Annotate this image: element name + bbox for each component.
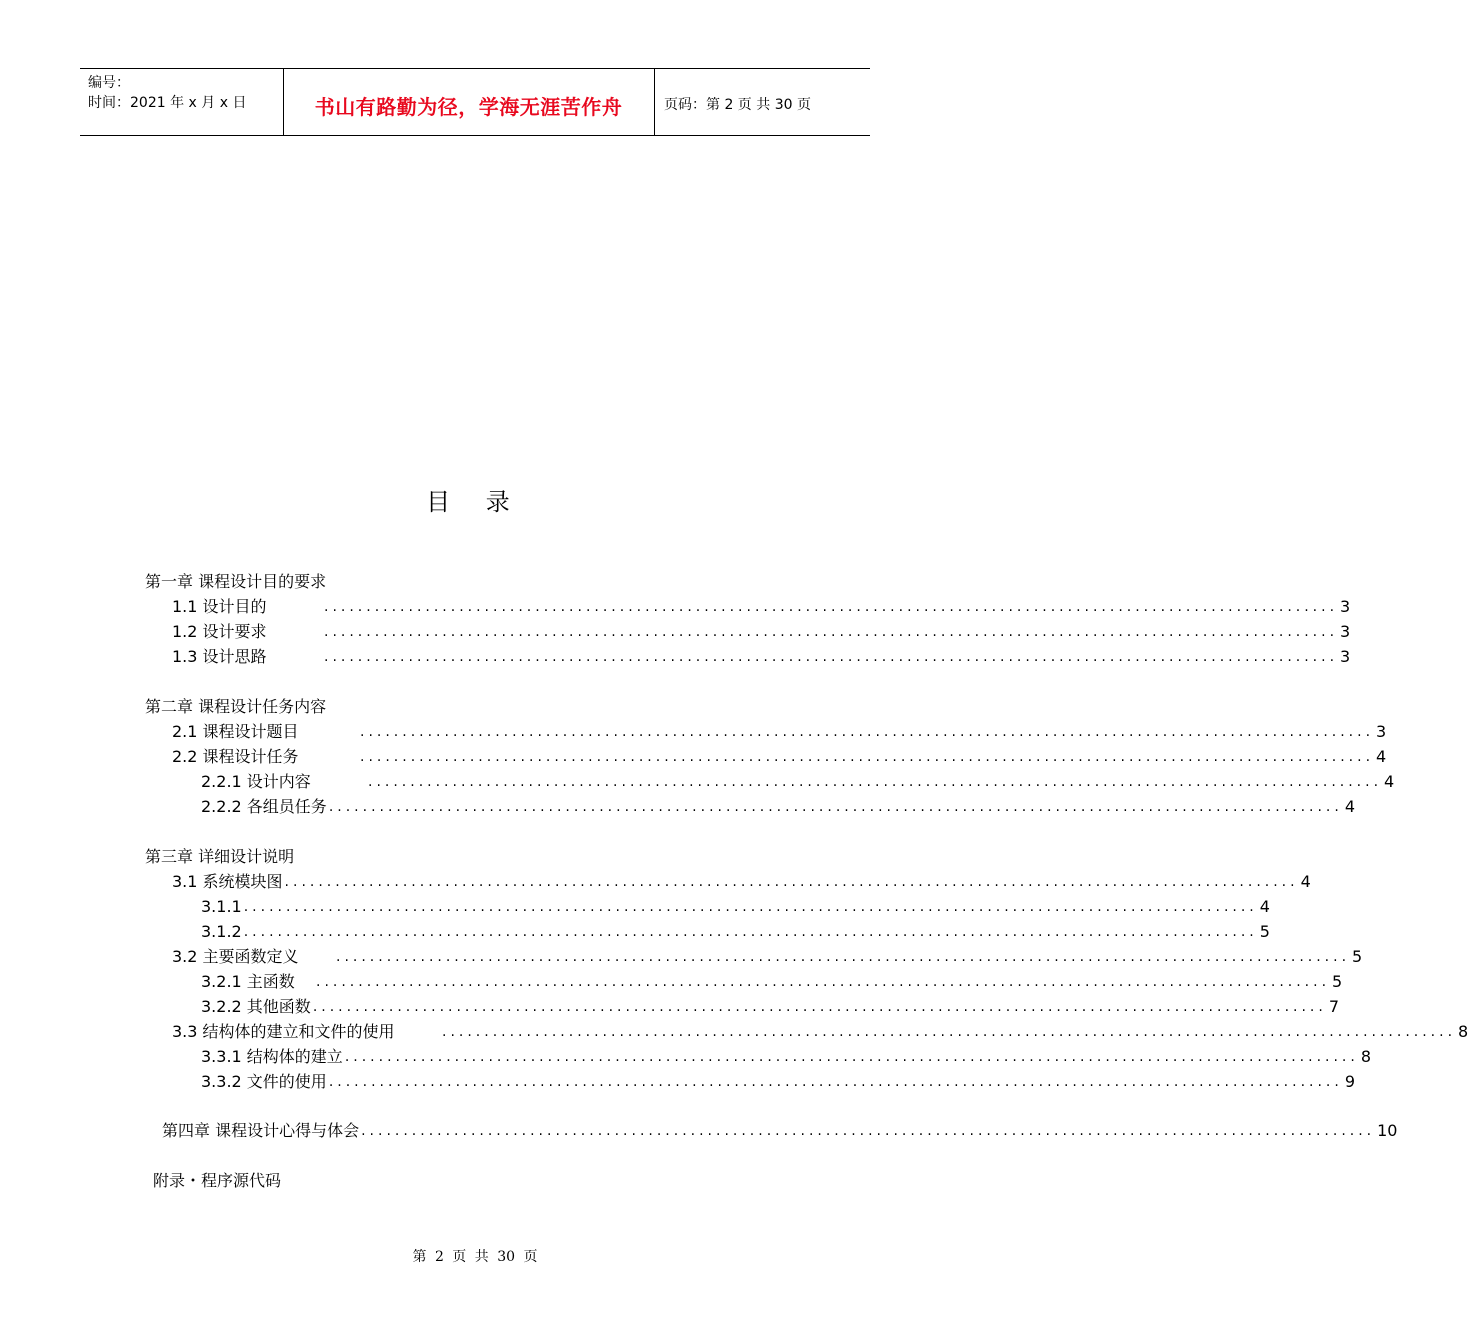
- toc-entry[interactable]: [153, 1170, 281, 1192]
- toc-entry-label: 2.2.2 各组员任务: [201, 797, 327, 816]
- toc-entry[interactable]: [201, 996, 1340, 1018]
- header-page-number: 页码：第 2 页 共 30 页: [664, 97, 811, 113]
- toc-entry[interactable]: [201, 1046, 1372, 1068]
- toc-entry-label: 3.1 系统模块图: [172, 872, 283, 891]
- toc-entry[interactable]: [172, 1021, 1468, 1043]
- page-footer: 第 2 页 共 30 页: [412, 1249, 538, 1265]
- toc-leader: ........................................................................................................................: [324, 599, 1339, 615]
- toc-entry-label: 第三章 详细设计说明: [145, 847, 295, 866]
- toc-leader: ........................................................................................................................: [328, 799, 1343, 815]
- toc-leader: ........................................................................................................................: [336, 949, 1351, 965]
- toc-entry[interactable]: [172, 646, 1351, 668]
- toc-entry-page: 8: [1458, 1022, 1468, 1041]
- toc-entry-page: 5: [1352, 947, 1363, 966]
- toc-leader: ........................................................................................................................: [361, 1123, 1376, 1139]
- toc-entry[interactable]: [201, 796, 1356, 818]
- toc-entry-page: 10: [1377, 1121, 1398, 1140]
- header-divider: [654, 69, 655, 135]
- toc-leader: ........................................................................................................................: [344, 1049, 1359, 1065]
- toc-entry-label: 1.2 设计要求: [172, 622, 267, 641]
- toc-leader: ........................................................................................................................: [243, 924, 1258, 940]
- toc-entry[interactable]: [172, 596, 1351, 618]
- toc-entry-page: 3: [1340, 647, 1351, 666]
- toc-entry-page: 4: [1344, 797, 1356, 816]
- toc-entry[interactable]: [172, 746, 1387, 768]
- toc-entry[interactable]: [172, 946, 1363, 968]
- toc-entry[interactable]: [201, 1071, 1356, 1093]
- toc-leader: ........................................................................................................................: [360, 724, 1375, 740]
- toc-entry-label: 第四章 课程设计心得与体会: [162, 1121, 360, 1140]
- toc-entry-page: 3: [1340, 597, 1351, 616]
- toc-entry[interactable]: [172, 621, 1351, 643]
- toc-entry-page: 5: [1259, 922, 1270, 941]
- toc-leader: ........................................................................................................................: [360, 749, 1375, 765]
- toc-leader: ........................................................................................................................: [284, 874, 1299, 890]
- toc-entry-label: 3.2.1 主函数: [201, 972, 295, 991]
- toc-entry-label: 2.2 课程设计任务: [172, 747, 299, 766]
- toc-entry-label: 附录・程序源代码: [153, 1171, 282, 1190]
- toc-entry-label: 2.2.1 设计内容: [201, 772, 311, 791]
- toc-entry[interactable]: [145, 846, 294, 868]
- toc-entry-label: 3.3 结构体的建立和文件的使用: [172, 1022, 395, 1041]
- toc-entry-page: 8: [1360, 1047, 1372, 1066]
- toc-entry-label: 3.1.1: [201, 897, 242, 916]
- toc-entry-page: 3: [1376, 722, 1387, 741]
- toc-entry-page: 4: [1300, 872, 1311, 891]
- header-motto: 书山有路勤为径，学海无涯苦作舟: [314, 95, 623, 119]
- header-number: 编号：: [88, 75, 130, 91]
- toc-entry[interactable]: [172, 721, 1387, 743]
- toc-leader: ........................................................................................................................: [312, 999, 1327, 1015]
- toc-entry-label: 3.1.2: [201, 922, 242, 941]
- toc-entry-label: 第一章 课程设计目的要求: [145, 572, 327, 591]
- toc-entry[interactable]: [201, 921, 1270, 943]
- toc-entry-label: 2.1 课程设计题目: [172, 722, 299, 741]
- header-meta: [88, 73, 246, 113]
- toc-entry[interactable]: [145, 696, 326, 718]
- toc-entry[interactable]: [201, 896, 1270, 918]
- toc-entry-page: 7: [1328, 997, 1340, 1016]
- toc-entry-page: 4: [1376, 747, 1387, 766]
- toc-entry-page: 9: [1344, 1072, 1356, 1091]
- toc-leader: ........................................................................................................................: [324, 649, 1339, 665]
- toc-entry[interactable]: [145, 571, 326, 593]
- toc-entry-page: 3: [1340, 622, 1351, 641]
- toc-leader: ........................................................................................................................: [442, 1024, 1457, 1040]
- toc-entry[interactable]: [162, 1120, 1398, 1142]
- toc-entry-label: 1.1 设计目的: [172, 597, 267, 616]
- toc-entry-page: 4: [1384, 772, 1395, 791]
- toc-entry-label: 3.3.1 结构体的建立: [201, 1047, 343, 1066]
- page-title: 目 录: [426, 488, 524, 516]
- toc-leader: ........................................................................................................................: [328, 1074, 1343, 1090]
- toc-entry[interactable]: [201, 771, 1395, 793]
- header-time: 时间：2021 年 x 月 x 日: [88, 95, 247, 111]
- toc-entry-label: 3.2 主要函数定义: [172, 947, 299, 966]
- toc-entry-label: 3.2.2 其他函数: [201, 997, 311, 1016]
- toc-entry-label: 1.3 设计思路: [172, 647, 267, 666]
- toc-leader: ........................................................................................................................: [324, 624, 1339, 640]
- toc-leader: ........................................................................................................................: [243, 899, 1258, 915]
- toc-leader: ........................................................................................................................: [316, 974, 1331, 990]
- toc-entry[interactable]: [201, 971, 1343, 993]
- toc-entry[interactable]: [172, 871, 1311, 893]
- page-header: [80, 68, 870, 136]
- toc-entry-label: 第二章 课程设计任务内容: [145, 697, 327, 716]
- toc-leader: ........................................................................................................................: [368, 774, 1383, 790]
- toc-entry-label: 3.3.2 文件的使用: [201, 1072, 327, 1091]
- toc-entry-page: 5: [1332, 972, 1343, 991]
- toc-entry-page: 4: [1259, 897, 1270, 916]
